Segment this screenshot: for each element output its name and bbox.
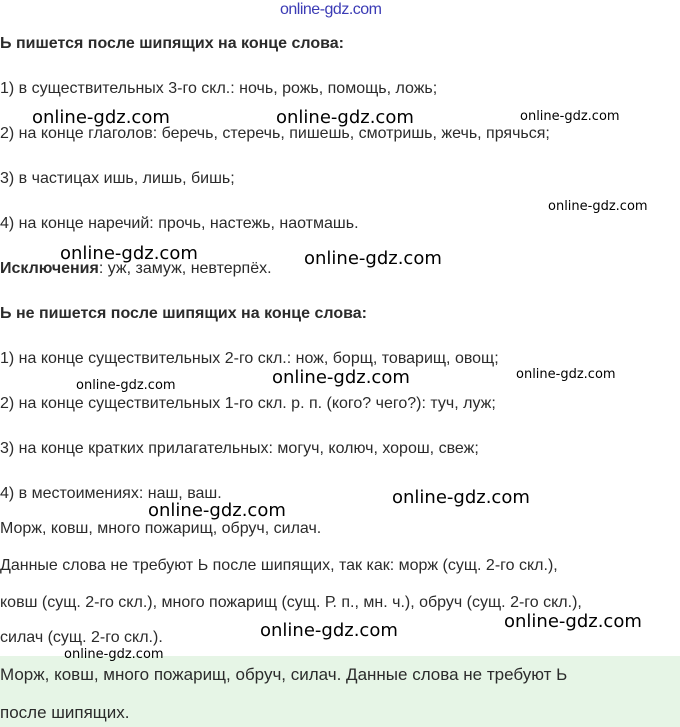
watermark: online-gdz.com <box>504 611 642 632</box>
rule2-item-1: 1) на конце существительных 2-го скл.: нож, борщ, товарищ, овощ; <box>0 350 499 367</box>
rule2-item-2: 2) на конце существительных 1-го скл. р. п. (кого? чего?): туч, луж; <box>0 395 496 412</box>
watermark: online-gdz.com <box>260 620 398 641</box>
watermark: online-gdz.com <box>272 367 410 388</box>
answer-line-2: после шипящих. <box>0 703 130 722</box>
watermark: online-gdz.com <box>76 378 176 393</box>
rule2-heading-sign: Ь <box>0 305 12 322</box>
explanation-line-1: Данные слова не требуют Ь после шипящих, так как: морж (сущ. 2-го скл.), <box>0 557 558 574</box>
rule1-heading-sign: Ь <box>0 35 12 52</box>
exceptions-text: : уж, замуж, невтерпёх. <box>98 260 272 277</box>
rule2-item-3: 3) на конце кратких прилагательных: могуч, колюч, хорош, свеж; <box>0 440 479 457</box>
answer-line-1: Морж, ковш, много пожарищ, обруч, силач. Данные слова не требуют Ь <box>0 665 568 684</box>
watermark: online-gdz.com <box>64 647 164 662</box>
explanation-line-3: силач (сущ. 2-го скл.). <box>0 629 163 646</box>
rule2-heading <box>0 304 367 324</box>
watermark: online-gdz.com <box>520 109 620 124</box>
rule2-heading-text: не пишется после шипящих на конце слова: <box>11 305 367 322</box>
rule1-heading <box>0 34 344 54</box>
watermark: online-gdz.com <box>548 199 648 214</box>
explanation-line-2: ковш (сущ. 2-го скл.), много пожарищ (сущ. Р. п., мн. ч.), обруч (сущ. 2-го скл.), <box>0 594 582 611</box>
rule1-item-3: 3) в частицах ишь, лишь, бишь; <box>0 170 235 187</box>
watermark: online-gdz.com <box>148 500 286 521</box>
rule1-item-2: 2) на конце глаголов: беречь, стеречь, пишешь, смотришь, жечь, прячься; <box>0 125 550 142</box>
site-watermark-header: online-gdz.com <box>280 1 382 18</box>
rule1-item-1: 1) в существительных 3-го скл.: ночь, рожь, помощь, ложь; <box>0 80 438 97</box>
task-words: Морж, ковш, много пожарищ, обруч, силач. <box>0 520 322 537</box>
watermark: online-gdz.com <box>516 367 616 382</box>
rule2-item-4: 4) в местоимениях: наш, ваш. <box>0 485 222 502</box>
rule1-item-4: 4) на конце наречий: прочь, настежь, наотмашь. <box>0 215 359 232</box>
watermark: online-gdz.com <box>60 243 198 264</box>
watermark: online-gdz.com <box>392 487 530 508</box>
rule1-heading-text: пишется после шипящих на конце слова: <box>11 35 344 52</box>
answer-block <box>0 656 680 727</box>
watermark: online-gdz.com <box>304 248 442 269</box>
watermark: online-gdz.com <box>32 107 170 128</box>
exceptions-label: Исключения <box>0 260 99 277</box>
watermark: online-gdz.com <box>276 107 414 128</box>
